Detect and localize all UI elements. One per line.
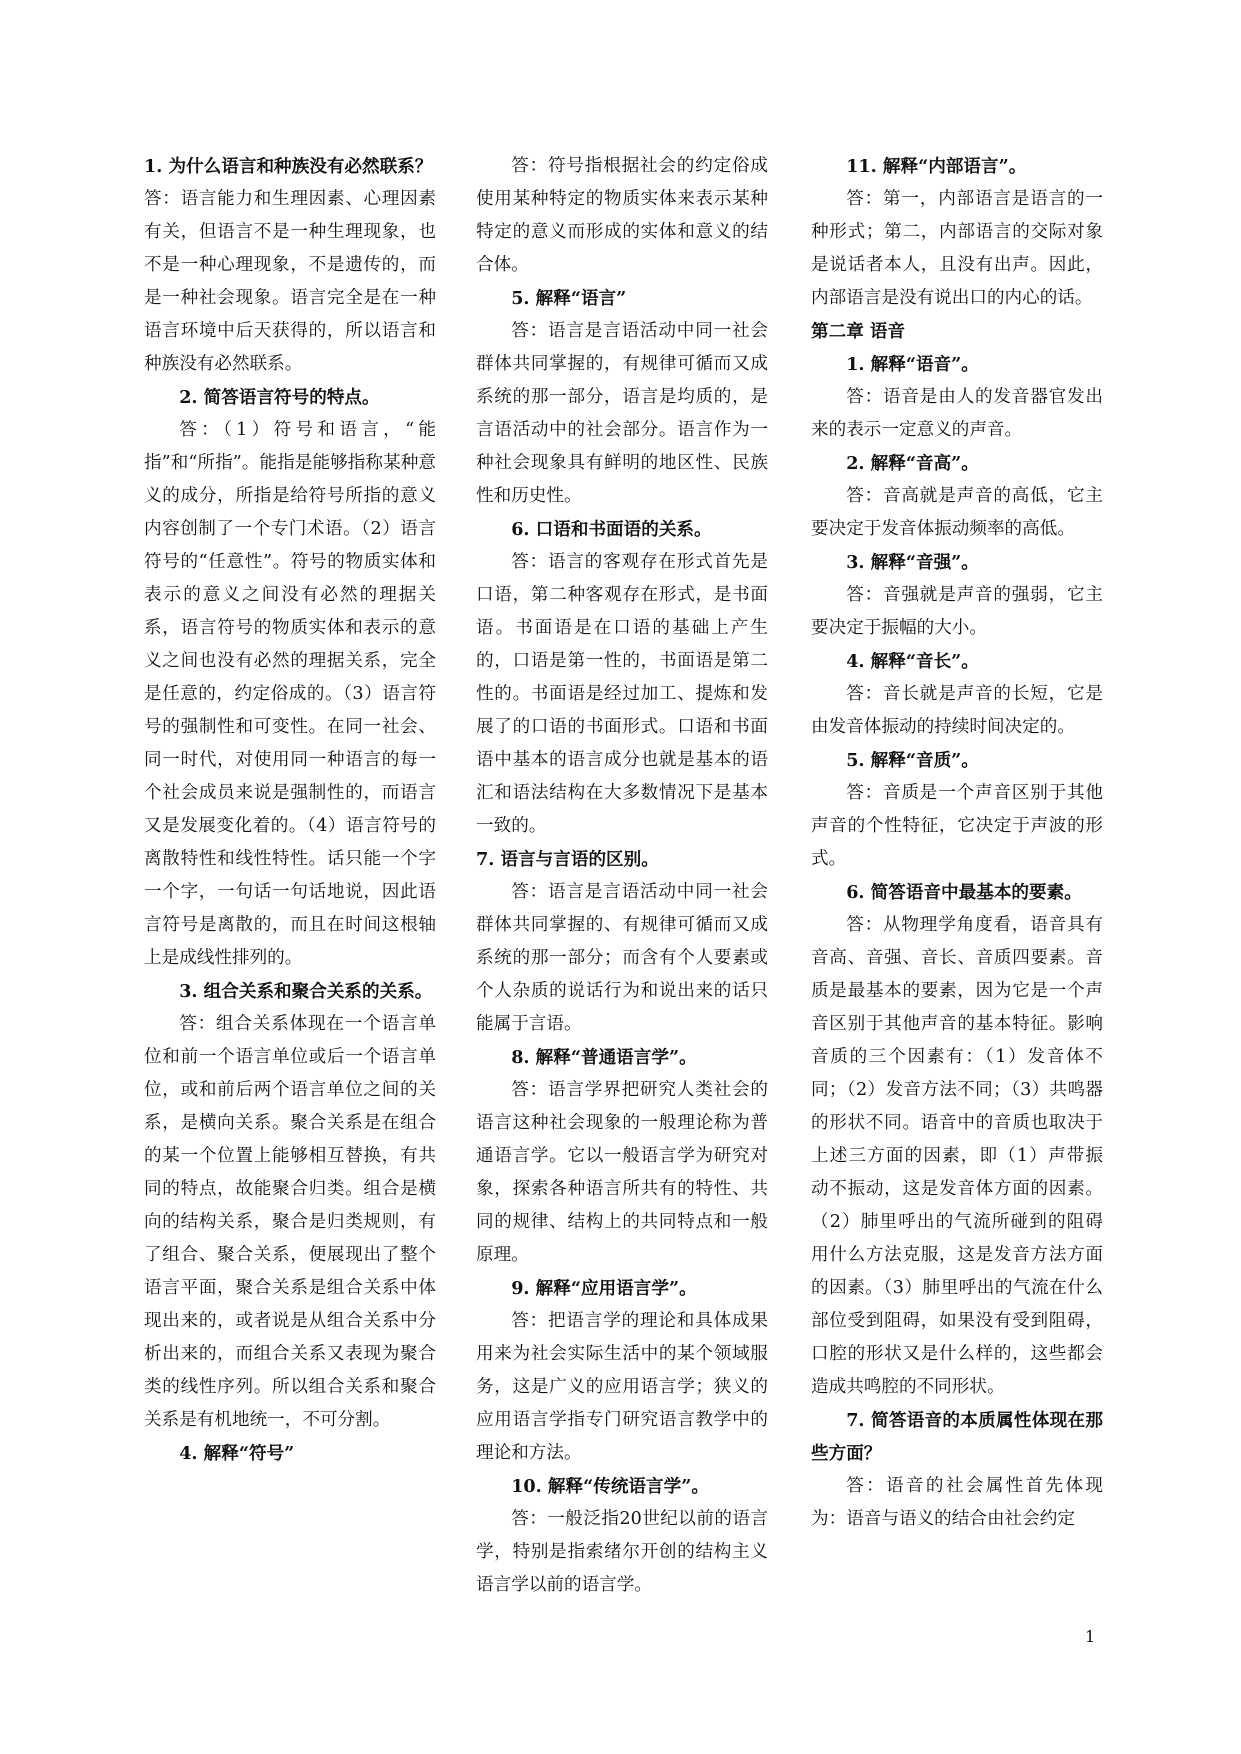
answer-paragraph: 答：（1）符号和语言，“能指”和“所指”。能指是能够指称某种意义的成分，所指是给符号所指的意义内容创制了一个专门术语。（2）语言符号的“任意性”。符号的物质实体和表示的意义之间没有必然的理据关系，语言符号的物质实体和表示的意义之间也没有必然的理据关系，完全是任意的，约定俗成的。（3）语言符号的强制性和可变性。在同一社会、同一时代，对使用同一种语言的每一个社会成员来说是强制性的，而语言又是发展变化着的。（4）语言符号的离散特性和线性特性。话只能一个字一个字，一句话一句话地说，因此语言符号是离散的，而且在时间这根轴上是成线性排列的。: [144, 420, 436, 968]
answer-paragraph: 答：组合关系体现在一个语言单位和前一个语言单位或后一个语言单位，或和前后两个语言单位之间的关系，是横向关系。聚合关系是在组合的某一个位置上能够相互替换，有共同的特点，故能聚合归类。组合是横向的结构关系，聚合是归类规则，有了组合、聚合关系，便展现出了整个语言平面，聚合关系是组合关系中体现出来的，或者说是从组合关系中分析出来的，而组合关系又表现为聚合类的线性序列。所以组合关系和聚合关系是有机地统一，不可分割。: [144, 1014, 436, 1430]
question-heading: 7. 简答语音的本质属性体现在那些方面？: [811, 1410, 1103, 1464]
question-heading: 3. 组合关系和聚合关系的关系。: [179, 981, 433, 1002]
question-heading: 第二章 语音: [811, 321, 906, 342]
answer-paragraph: 答：语音是由人的发音器官发出来的表示一定意义的声音。: [811, 387, 1103, 440]
answer-paragraph: 答：从物理学角度看，语音具有音高、音强、音长、音质四要素。音质是最基本的要素，因为它是一个声音区别于其他声音的基本特征。影响音质的三个因素有：（1）发音体不同；（2）发音方法不同；（3）共鸣器的形状不同。语音中的音质也取决于上述三方面的因素，即（1）声带振动不振动，这是发音体方面的因素。（2）肺里呼出的气流所碰到的阻碍用什么方法克服，这是发音方法方面的因素。（3）肺里呼出的气流在什么部位受到阻碍，如果没有受到阻碍，口腔的形状又是什么样的，这些都会造成共鸣腔的不同形状。: [811, 915, 1103, 1397]
question-heading: 1. 为什么语言和种族没有必然联系？: [144, 156, 433, 177]
question-heading: 6. 口语和书面语的关系。: [511, 519, 712, 540]
answer-paragraph: 答：语言是言语活动中同一社会群体共同掌握的，有规律可循而又成系统的那一部分，语言是均质的，是言语活动中的社会部分。语言作为一种社会现象具有鲜明的地区性、民族性和历史性。: [476, 321, 768, 506]
question-heading: 4. 解释“符号”: [179, 1443, 295, 1464]
question-heading: 4. 解释“音长”。: [846, 651, 979, 672]
question-heading: 3. 解释“音强”。: [846, 552, 979, 573]
answer-paragraph: 答：音高就是声音的高低，它主要决定于发音体振动频率的高低。: [811, 486, 1103, 539]
answer-paragraph: 答：音强就是声音的强弱，它主要决定于振幅的大小。: [811, 585, 1103, 638]
answer-paragraph: 答：符号指根据社会的约定俗成使用某种特定的物质实体来表示某种特定的意义而形成的实体和意义的结合体。: [476, 156, 768, 275]
column-1: [144, 150, 436, 1470]
page-number: 1: [1085, 1627, 1096, 1646]
answer-paragraph: 答：音质是一个声音区别于其他声音的个性特征，它决定于声波的形式。: [811, 783, 1103, 869]
answer-paragraph: 答：把语言学的理论和具体成果用来为社会实际生活中的某个领域服务，这是广义的应用语言学；狭义的应用语言学指专门研究语言教学中的理论和方法。: [476, 1311, 768, 1463]
column-3: [811, 150, 1103, 1536]
question-heading: 2. 解释“音高”。: [846, 453, 979, 474]
answer-paragraph: 答：语音的社会属性首先体现为：语音与语义的结合由社会约定: [811, 1476, 1103, 1529]
question-heading: 10. 解释“传统语言学”。: [511, 1476, 709, 1497]
question-heading: 9. 解释“应用语言学”。: [511, 1278, 697, 1299]
question-heading: 5. 解释“语言”: [511, 288, 627, 309]
column-2: [476, 150, 768, 1602]
question-heading: 2. 简答语言符号的特点。: [179, 387, 380, 408]
answer-paragraph: 答：一般泛指20世纪以前的语言学，特别是指索绪尔开创的结构主义语言学以前的语言学。: [476, 1509, 768, 1595]
answer-paragraph: 答：音长就是声音的长短，它是由发音体振动的持续时间决定的。: [811, 684, 1103, 737]
answer-paragraph: 答：第一，内部语言是语言的一种形式；第二，内部语言的交际对象是说话者本人，且没有出声。因此，内部语言是没有说出口的内心的话。: [811, 189, 1103, 308]
question-heading: 11. 解释“内部语言”。: [846, 156, 1027, 177]
question-heading: 1. 解释“语音”。: [846, 354, 979, 375]
answer-paragraph: 答：语言是言语活动中同一社会群体共同掌握的、有规律可循而又成系统的那一部分；而含有个人要素或个人杂质的说话行为和说出来的话只能属于言语。: [476, 882, 768, 1034]
question-heading: 7. 语言与言语的区别。: [476, 849, 659, 870]
answer-paragraph: 答：语言学界把研究人类社会的语言这种社会现象的一般理论称为普通语言学。它以一般语言学为研究对象，探索各种语言所共有的特性、共同的规律、结构上的共同特点和一般原理。: [476, 1080, 768, 1265]
question-heading: 8. 解释“普通语言学”。: [511, 1047, 697, 1068]
answer-paragraph: 答：语言的客观存在形式首先是口语，第二种客观存在形式，是书面语。书面语是在口语的基础上产生的，口语是第一性的，书面语是第二性的。书面语是经过加工、提炼和发展了的口语的书面形式。口语和书面语中基本的语言成分也就是基本的语汇和语法结构在大多数情况下是基本一致的。: [476, 552, 768, 836]
answer-paragraph: 答：语言能力和生理因素、心理因素有关，但语言不是一种生理现象，也不是一种心理现象，不是遗传的，而是一种社会现象。语言完全是在一种语言环境中后天获得的，所以语言和种族没有必然联系。: [144, 189, 436, 374]
question-heading: 6. 简答语音中最基本的要素。: [846, 882, 1082, 903]
question-heading: 5. 解释“音质”。: [846, 750, 979, 771]
